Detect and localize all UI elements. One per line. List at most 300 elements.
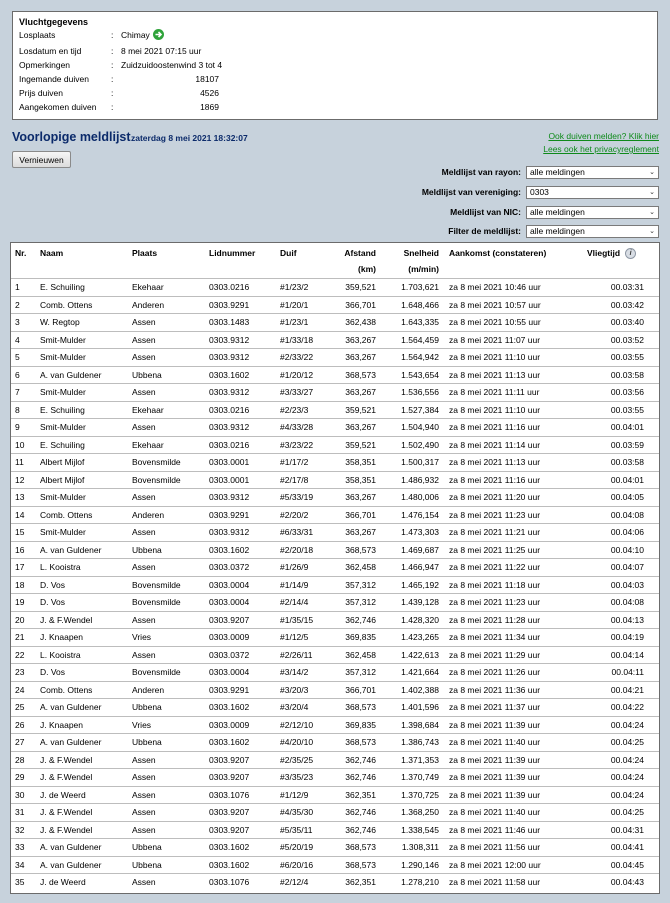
cell-naam: E. Schuiling xyxy=(40,404,85,415)
cell-duif: #2/14/4 xyxy=(280,597,309,607)
cell-lid: 0303.1602 xyxy=(209,859,250,870)
cell-snelheid: 1.527,384 xyxy=(401,404,439,415)
cell-lid: 0303.1602 xyxy=(209,369,250,380)
cell-snelheid: 1.371,353 xyxy=(401,754,439,765)
table-row xyxy=(11,418,659,436)
cell-aankomst: za 8 mei 2021 11:16 uur xyxy=(449,474,541,485)
cell-vliegtijd: 00.04:07 xyxy=(610,562,644,572)
cell-duif: #1/12/9 xyxy=(280,789,309,800)
cell-plaats: Assen xyxy=(132,562,156,572)
header-snelheid: Snelheid xyxy=(403,248,439,258)
chevron-down-icon: ⌄ xyxy=(649,189,655,196)
cell-afstand: 357,312 xyxy=(345,579,376,590)
cell-naam: D. Vos xyxy=(40,667,66,677)
cell-aankomst: za 8 mei 2021 10:55 uur xyxy=(449,317,541,327)
cell-nr: 15 xyxy=(15,527,25,537)
cell-aankomst: za 8 mei 2021 11:13 uur xyxy=(449,369,541,380)
cell-nr: 3 xyxy=(15,317,20,327)
cell-aankomst: za 8 mei 2021 11:36 uur xyxy=(449,684,541,695)
cell-naam: D. Vos xyxy=(40,597,66,607)
cell-nr: 12 xyxy=(15,474,25,485)
cell-snelheid: 1.338,545 xyxy=(401,824,439,835)
cell-lid: 0303.1602 xyxy=(209,702,250,712)
cell-vliegtijd: 00.04:43 xyxy=(610,877,644,887)
cell-snelheid: 1.502,490 xyxy=(401,439,439,450)
cell-duif: #1/17/2 xyxy=(280,457,309,467)
cell-plaats: Assen xyxy=(132,334,156,345)
cell-vliegtijd: 00.03:42 xyxy=(610,299,644,310)
refresh-button[interactable]: Vernieuwen xyxy=(12,151,71,168)
cell-nr: 9 xyxy=(15,422,20,432)
privacy-link[interactable]: Lees ook het privacyreglement xyxy=(543,144,659,154)
cell-snelheid: 1.486,932 xyxy=(401,474,439,485)
header-nr: Nr. xyxy=(15,248,27,258)
cell-vliegtijd: 00.04:45 xyxy=(610,859,644,870)
cell-lid: 0303.9207 xyxy=(209,772,250,782)
cell-aankomst: za 8 mei 2021 11:25 uur xyxy=(449,544,541,555)
cell-duif: #1/14/9 xyxy=(280,579,309,590)
cell-duif: #1/26/9 xyxy=(280,562,309,572)
cell-snelheid: 1.278,210 xyxy=(401,877,439,887)
cell-duif: #3/33/27 xyxy=(280,387,314,397)
cell-vliegtijd: 00.03:52 xyxy=(610,334,644,345)
cell-lid: 0303.0009 xyxy=(209,632,250,642)
cell-naam: J. & F.Wendel xyxy=(40,807,93,817)
cell-lid: 0303.9312 xyxy=(209,527,250,537)
cell-duif: #2/20/2 xyxy=(280,509,309,520)
cell-afstand: 359,521 xyxy=(345,439,376,450)
cell-aankomst: za 8 mei 2021 10:57 uur xyxy=(449,299,541,310)
table-row xyxy=(11,558,659,576)
cell-aankomst: za 8 mei 2021 11:39 uur xyxy=(449,719,541,730)
cell-vliegtijd: 00.04:21 xyxy=(610,684,644,695)
cell-aankomst: za 8 mei 2021 11:39 uur xyxy=(449,772,541,782)
vereniging-select[interactable]: 0303 ⌄ xyxy=(526,186,659,199)
table-row xyxy=(11,488,659,506)
header-afstand: Afstand xyxy=(344,248,376,258)
chevron-down-icon: ⌄ xyxy=(649,228,655,235)
table-row xyxy=(11,838,659,856)
cell-naam: Albert Mijlof xyxy=(40,474,85,485)
table-row xyxy=(11,348,659,366)
cell-duif: #3/20/4 xyxy=(280,702,309,712)
cell-nr: 6 xyxy=(15,369,20,380)
cell-duif: #3/14/2 xyxy=(280,667,309,677)
cell-snelheid: 1.401,596 xyxy=(401,702,439,712)
cell-duif: #2/17/8 xyxy=(280,474,309,485)
cell-vliegtijd: 00.03:40 xyxy=(610,317,644,327)
cell-vliegtijd: 00.04:31 xyxy=(610,824,644,835)
cell-snelheid: 1.476,154 xyxy=(401,509,439,520)
cell-vliegtijd: 00.03:55 xyxy=(610,404,644,415)
cell-plaats: Assen xyxy=(132,754,156,765)
table-row xyxy=(11,751,659,769)
cell-afstand: 369,835 xyxy=(345,719,376,730)
nic-select[interactable]: alle meldingen ⌄ xyxy=(526,206,659,219)
arrow-right-icon[interactable] xyxy=(153,29,164,40)
cell-lid: 0303.1602 xyxy=(209,842,250,852)
cell-afstand: 369,835 xyxy=(345,632,376,642)
cell-afstand: 362,746 xyxy=(345,807,376,817)
cell-duif: #4/20/10 xyxy=(280,737,314,747)
cell-vliegtijd: 00.04:05 xyxy=(610,492,644,502)
cell-duif: #5/35/11 xyxy=(280,824,313,835)
table-row xyxy=(11,506,659,524)
cell-plaats: Bovensmilde xyxy=(132,457,181,467)
cell-nr: 32 xyxy=(15,824,25,835)
cell-plaats: Vries xyxy=(132,719,152,730)
cell-plaats: Bovensmilde xyxy=(132,579,181,590)
cell-naam: Smit-Mulder xyxy=(40,352,86,362)
cell-nr: 11 xyxy=(15,457,24,467)
cell-lid: 0303.1076 xyxy=(209,877,250,887)
cell-lid: 0303.9207 xyxy=(209,824,250,835)
cell-duif: #1/20/1 xyxy=(280,299,309,310)
cell-nr: 18 xyxy=(15,579,25,590)
cell-snelheid: 1.564,942 xyxy=(401,352,439,362)
cell-vliegtijd: 00.04:14 xyxy=(610,649,644,660)
cell-lid: 0303.9312 xyxy=(209,387,250,397)
cell-vliegtijd: 00.03:59 xyxy=(610,439,644,450)
cell-nr: 25 xyxy=(15,702,25,712)
cell-plaats: Bovensmilde xyxy=(132,474,181,485)
table-row xyxy=(11,856,659,874)
cell-nr: 7 xyxy=(15,387,20,397)
cell-nr: 14 xyxy=(15,509,25,520)
cell-vliegtijd: 00.04:24 xyxy=(610,789,644,800)
cell-plaats: Bovensmilde xyxy=(132,597,181,607)
cell-vliegtijd: 00.04:10 xyxy=(610,544,644,555)
cell-vliegtijd: 00.04:24 xyxy=(610,754,644,765)
cell-vliegtijd: 00.04:22 xyxy=(610,702,644,712)
cell-duif: #1/35/15 xyxy=(280,614,314,625)
cell-duif: #1/20/12 xyxy=(280,369,314,380)
cell-snelheid: 1.368,250 xyxy=(401,807,439,817)
cell-afstand: 363,267 xyxy=(345,492,376,502)
header-afstand-unit: (km) xyxy=(358,264,376,274)
table-row xyxy=(11,646,659,664)
cell-aankomst: za 8 mei 2021 11:39 uur xyxy=(449,789,541,800)
cell-lid: 0303.1483 xyxy=(209,317,250,327)
flight-info-panel: Vluchtgegevens Losplaats : Chimay Losdatum en tijd : 8 mei 2021 07:15 uur Opmerkingen : Zuidzuidoostenwind 3 tot 4 Ingemande duiven : 18107 Prijs duiven : 4526 Aangekomen duiven : 1869 xyxy=(12,11,658,120)
cell-nr: 13 xyxy=(15,492,25,502)
cell-duif: #3/20/3 xyxy=(280,684,309,695)
cell-afstand: 368,573 xyxy=(345,737,376,747)
cell-naam: Comb. Ottens xyxy=(40,299,93,310)
cell-aankomst: za 8 mei 2021 11:37 uur xyxy=(449,702,541,712)
cell-aankomst: za 8 mei 2021 11:39 uur xyxy=(449,754,541,765)
cell-lid: 0303.0216 xyxy=(209,439,250,450)
cell-nr: 22 xyxy=(15,649,25,660)
cell-snelheid: 1.703,621 xyxy=(401,282,439,292)
cell-lid: 0303.0372 xyxy=(209,649,250,660)
cell-aankomst: za 8 mei 2021 11:21 uur xyxy=(449,527,541,537)
cell-vliegtijd: 00.04:03 xyxy=(610,579,644,590)
cell-vliegtijd: 00.03:58 xyxy=(610,369,644,380)
cell-duif: #5/33/19 xyxy=(280,492,314,502)
cell-afstand: 357,312 xyxy=(345,667,376,677)
cell-aankomst: za 8 mei 2021 11:23 uur xyxy=(449,597,541,607)
cell-aankomst: za 8 mei 2021 11:58 uur xyxy=(449,877,541,887)
cell-aankomst: za 8 mei 2021 11:11 uur xyxy=(449,387,540,397)
cell-afstand: 363,267 xyxy=(345,527,376,537)
table-row xyxy=(11,593,659,611)
cell-naam: Albert Mijlof xyxy=(40,457,85,467)
cell-duif: #4/35/30 xyxy=(280,807,314,817)
cell-lid: 0303.9312 xyxy=(209,334,250,345)
cell-nr: 23 xyxy=(15,667,25,677)
header-plaats: Plaats xyxy=(132,248,158,258)
cell-naam: D. Vos xyxy=(40,579,66,590)
cell-duif: #3/35/23 xyxy=(280,772,314,782)
table-row xyxy=(11,821,659,839)
cell-nr: 4 xyxy=(15,334,20,345)
cell-afstand: 362,746 xyxy=(345,614,376,625)
report-pigeons-link[interactable]: Ook duiven melden? Klik hier xyxy=(548,131,659,141)
cell-naam: J. & F.Wendel xyxy=(40,614,93,625)
cell-naam: A. van Guldener xyxy=(40,369,102,380)
cell-vliegtijd: 00.03:31 xyxy=(610,282,644,292)
cell-duif: #1/33/18 xyxy=(280,334,314,345)
cell-nr: 10 xyxy=(15,439,25,450)
cell-afstand: 363,267 xyxy=(345,352,376,362)
cell-afstand: 363,267 xyxy=(345,334,376,345)
cell-nr: 26 xyxy=(15,719,25,730)
cell-naam: A. van Guldener xyxy=(40,737,102,747)
table-row xyxy=(11,716,659,734)
header-naam: Naam xyxy=(40,248,64,258)
cell-snelheid: 1.439,128 xyxy=(401,597,439,607)
table-row xyxy=(11,628,659,646)
cell-nr: 17 xyxy=(15,562,25,572)
cell-plaats: Assen xyxy=(132,614,156,625)
results-table xyxy=(10,242,660,894)
cell-aankomst: za 8 mei 2021 11:40 uur xyxy=(449,807,541,817)
cell-nr: 5 xyxy=(15,352,20,362)
list-datetime: zaterdag 8 mei 2021 18:32:07 xyxy=(131,133,248,143)
cell-lid: 0303.9312 xyxy=(209,492,250,502)
cell-afstand: 368,573 xyxy=(345,859,376,870)
cell-snelheid: 1.564,459 xyxy=(401,334,439,345)
cell-plaats: Ubbena xyxy=(132,842,162,852)
cell-plaats: Assen xyxy=(132,649,156,660)
header-vliegtijd: Vliegtijd i xyxy=(587,248,636,259)
cell-nr: 2 xyxy=(15,299,20,310)
cell-aankomst: za 8 mei 2021 11:07 uur xyxy=(449,334,541,345)
cell-vliegtijd: 00.04:41 xyxy=(610,842,644,852)
cell-afstand: 362,746 xyxy=(345,772,376,782)
cell-naam: Smit-Mulder xyxy=(40,334,86,345)
header-snelheid-unit: (m/min) xyxy=(408,264,439,274)
cell-nr: 1 xyxy=(15,282,20,292)
cell-aankomst: za 8 mei 2021 11:18 uur xyxy=(449,579,541,590)
cell-nr: 24 xyxy=(15,684,25,695)
cell-aankomst: za 8 mei 2021 11:40 uur xyxy=(449,737,541,747)
cell-snelheid: 1.465,192 xyxy=(401,579,439,590)
cell-plaats: Anderen xyxy=(132,299,165,310)
cell-afstand: 362,351 xyxy=(345,789,376,800)
cell-afstand: 366,701 xyxy=(345,684,376,695)
cell-lid: 0303.9291 xyxy=(209,684,250,695)
cell-plaats: Assen xyxy=(132,527,156,537)
cell-afstand: 362,458 xyxy=(345,562,376,572)
cell-naam: Smit-Mulder xyxy=(40,422,86,432)
cell-afstand: 359,521 xyxy=(345,404,376,415)
cell-afstand: 368,573 xyxy=(345,544,376,555)
table-body xyxy=(11,278,659,891)
cell-snelheid: 1.422,613 xyxy=(401,649,439,660)
cell-vliegtijd: 00.04:08 xyxy=(610,597,644,607)
cell-lid: 0303.9207 xyxy=(209,807,250,817)
cell-plaats: Ubbena xyxy=(132,702,162,712)
cell-snelheid: 1.428,320 xyxy=(401,614,439,625)
header-aankomst: Aankomst (constateren) xyxy=(449,248,547,258)
cell-duif: #2/12/10 xyxy=(280,719,314,730)
cell-aankomst: za 8 mei 2021 11:22 uur xyxy=(449,562,541,572)
cell-aankomst: za 8 mei 2021 11:20 uur xyxy=(449,492,541,502)
cell-aankomst: za 8 mei 2021 11:46 uur xyxy=(449,824,541,835)
cell-aankomst: za 8 mei 2021 11:23 uur xyxy=(449,509,541,520)
cell-vliegtijd: 00.04:11 xyxy=(611,667,644,677)
cell-nr: 35 xyxy=(15,877,25,887)
cell-plaats: Ekehaar xyxy=(132,404,164,415)
cell-duif: #1/23/2 xyxy=(280,282,309,292)
cell-duif: #1/23/1 xyxy=(280,317,309,327)
table-row xyxy=(11,296,659,314)
cell-nr: 28 xyxy=(15,754,25,765)
cell-afstand: 368,573 xyxy=(345,369,376,380)
cell-afstand: 357,312 xyxy=(345,597,376,607)
cell-aankomst: za 8 mei 2021 11:14 uur xyxy=(449,439,541,450)
cell-naam: J. & F.Wendel xyxy=(40,754,93,765)
info-icon[interactable]: i xyxy=(625,248,636,259)
cell-afstand: 358,351 xyxy=(345,474,376,485)
cell-snelheid: 1.402,388 xyxy=(401,684,439,695)
cell-plaats: Bovensmilde xyxy=(132,667,181,677)
cell-plaats: Ubbena xyxy=(132,859,162,870)
cell-lid: 0303.0001 xyxy=(209,474,250,485)
table-row xyxy=(11,383,659,401)
cell-vliegtijd: 00.04:13 xyxy=(610,614,644,625)
table-row xyxy=(11,453,659,471)
cell-snelheid: 1.643,335 xyxy=(401,317,439,327)
cell-snelheid: 1.648,466 xyxy=(401,299,439,310)
cell-vliegtijd: 00.04:06 xyxy=(610,527,644,537)
cell-afstand: 363,267 xyxy=(345,387,376,397)
cell-naam: W. Regtop xyxy=(40,317,80,327)
cell-plaats: Ubbena xyxy=(132,544,162,555)
cell-nr: 21 xyxy=(15,632,25,642)
cell-vliegtijd: 00.04:01 xyxy=(610,422,644,432)
rayon-select[interactable]: alle meldingen ⌄ xyxy=(526,166,659,179)
cell-aankomst: za 8 mei 2021 11:56 uur xyxy=(449,842,541,852)
cell-aankomst: za 8 mei 2021 11:29 uur xyxy=(449,649,541,660)
cell-afstand: 358,351 xyxy=(345,457,376,467)
cell-aankomst: za 8 mei 2021 10:46 uur xyxy=(449,282,541,292)
flight-info-title: Vluchtgegevens xyxy=(19,17,89,27)
cell-naam: Comb. Ottens xyxy=(40,509,93,520)
cell-plaats: Assen xyxy=(132,807,156,817)
cell-lid: 0303.0004 xyxy=(209,579,250,590)
cell-plaats: Assen xyxy=(132,877,156,887)
cell-plaats: Anderen xyxy=(132,509,165,520)
cell-lid: 0303.0372 xyxy=(209,562,250,572)
cell-vliegtijd: 00.03:58 xyxy=(610,457,644,467)
cell-aankomst: za 8 mei 2021 11:26 uur xyxy=(449,667,541,677)
cell-afstand: 359,521 xyxy=(345,282,376,292)
cell-vliegtijd: 00.04:25 xyxy=(610,737,644,747)
table-row xyxy=(11,803,659,821)
cell-aankomst: za 8 mei 2021 11:34 uur xyxy=(449,632,541,642)
cell-afstand: 362,746 xyxy=(345,754,376,765)
cell-lid: 0303.1602 xyxy=(209,737,250,747)
table-row xyxy=(11,366,659,384)
table-row xyxy=(11,471,659,489)
cell-plaats: Assen xyxy=(132,824,156,835)
cell-vliegtijd: 00.04:08 xyxy=(610,509,644,520)
cell-naam: J. de Weerd xyxy=(40,877,86,887)
cell-plaats: Vries xyxy=(132,632,152,642)
cell-plaats: Assen xyxy=(132,422,156,432)
table-row xyxy=(11,313,659,331)
cell-naam: J. & F.Wendel xyxy=(40,824,93,835)
table-header xyxy=(11,243,659,278)
table-row xyxy=(11,663,659,681)
cell-lid: 0303.0009 xyxy=(209,719,250,730)
cell-snelheid: 1.370,725 xyxy=(401,789,439,800)
cell-plaats: Assen xyxy=(132,789,156,800)
cell-snelheid: 1.536,556 xyxy=(401,387,439,397)
cell-nr: 27 xyxy=(15,737,25,747)
cell-plaats: Assen xyxy=(132,772,156,782)
cell-aankomst: za 8 mei 2021 11:10 uur xyxy=(449,352,541,362)
meldlijst-select[interactable]: alle meldingen ⌄ xyxy=(526,225,659,238)
cell-naam: A. van Guldener xyxy=(40,702,102,712)
cell-plaats: Assen xyxy=(132,387,156,397)
cell-lid: 0303.0216 xyxy=(209,404,250,415)
cell-duif: #3/23/22 xyxy=(280,439,314,450)
cell-plaats: Assen xyxy=(132,352,156,362)
cell-lid: 0303.9207 xyxy=(209,614,250,625)
cell-snelheid: 1.290,146 xyxy=(401,859,439,870)
cell-snelheid: 1.386,743 xyxy=(401,737,439,747)
header-lidnummer: Lidnummer xyxy=(209,248,256,258)
cell-lid: 0303.1602 xyxy=(209,544,250,555)
losplaats-value: Chimay xyxy=(121,30,150,40)
cell-aankomst: za 8 mei 2021 11:10 uur xyxy=(449,404,541,415)
cell-duif: #2/26/11 xyxy=(280,649,313,660)
cell-naam: J. Knaapen xyxy=(40,632,84,642)
cell-naam: E. Schuiling xyxy=(40,439,85,450)
cell-snelheid: 1.504,940 xyxy=(401,422,439,432)
cell-nr: 30 xyxy=(15,789,25,800)
table-row xyxy=(11,576,659,594)
cell-afstand: 366,701 xyxy=(345,509,376,520)
cell-lid: 0303.9291 xyxy=(209,509,250,520)
cell-lid: 0303.9312 xyxy=(209,352,250,362)
cell-naam: J. Knaapen xyxy=(40,719,84,730)
cell-plaats: Ubbena xyxy=(132,369,162,380)
cell-naam: J. & F.Wendel xyxy=(40,772,93,782)
table-row xyxy=(11,541,659,559)
cell-nr: 8 xyxy=(15,404,20,415)
table-row xyxy=(11,768,659,786)
cell-snelheid: 1.543,654 xyxy=(401,369,439,380)
cell-vliegtijd: 00.03:56 xyxy=(610,387,644,397)
cell-naam: A. van Guldener xyxy=(40,859,102,870)
cell-snelheid: 1.469,687 xyxy=(401,544,439,555)
cell-naam: Smit-Mulder xyxy=(40,387,86,397)
